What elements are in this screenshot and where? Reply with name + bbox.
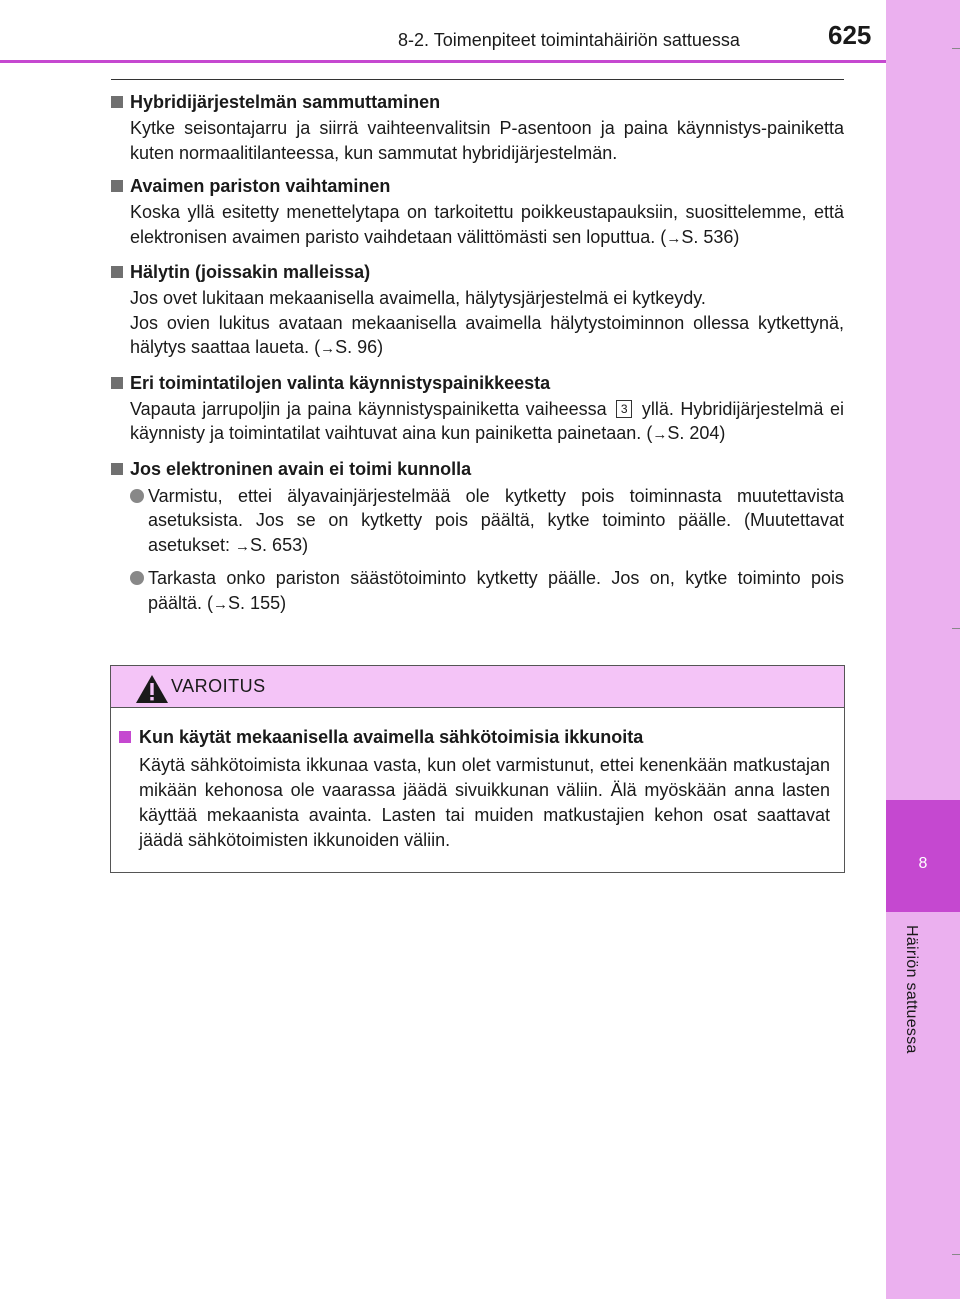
warning-text: Käytä sähkötoimista ikkunaa vasta, kun olet varmistunut, ettei kenenkään matkustajan mikään kehonosa ole vaarassa jäädä sivuikkunan väliin. Älä myöskään anna lasten käyttää mekaanista avainta. Lasten tai muiden matkustajien kehon osat saattavat jäädä sähkötoimisten ikkunoiden väliin.: [139, 755, 830, 850]
header-rule: [0, 60, 886, 63]
warning-triangle-icon: [135, 674, 169, 704]
square-bullet-icon: [119, 731, 131, 743]
chapter-number-tab[interactable]: [886, 800, 960, 912]
section-mode-selection: [111, 371, 844, 448]
page-reference-link[interactable]: S. 155): [228, 592, 287, 613]
square-bullet-icon: [111, 96, 123, 108]
chapter-sidebar: [886, 0, 960, 1299]
page-reference-link[interactable]: S. 96): [335, 337, 384, 357]
main-content: [111, 90, 844, 626]
section-body: Koska yllä esitetty menettelytapa on tarkoitettu poikkeustapauksiin, suosittelemme, että elektronisen avaimen paristo vaihdetaan välittömästi sen loputtua. (→S. 536): [130, 202, 844, 247]
section-heading: Avaimen pariston vaihtaminen: [111, 174, 844, 198]
warning-header: [111, 666, 844, 708]
section-key-malfunction: [111, 457, 844, 618]
page-reference-link[interactable]: S. 653): [250, 534, 309, 555]
section-alarm: [111, 260, 844, 362]
section-heading: Hybridijärjestelmän sammuttaminen: [111, 90, 844, 114]
content-top-rule: [111, 79, 844, 80]
arrow-right-icon: →: [666, 229, 682, 247]
circle-bullet-icon: [130, 571, 144, 585]
arrow-right-icon: →: [320, 340, 336, 357]
chapter-number: 8: [918, 855, 928, 872]
section-body: Kytke seisontajarru ja siirrä vaihteenvalitsin P-asentoon ja paina käynnistys-painiketta kuten normaalitilanteessa, kun sammutat hybridijärjestelmän.: [130, 118, 844, 163]
arrow-right-icon: →: [652, 426, 668, 443]
arrow-right-icon: →: [235, 537, 251, 555]
square-bullet-icon: [111, 266, 123, 278]
section-key-battery: [111, 174, 844, 251]
warning-title: VAROITUS: [171, 676, 266, 696]
crop-mark: [952, 1254, 960, 1255]
circle-bullet-icon: [130, 489, 144, 503]
step-number-box: 3: [616, 400, 632, 418]
section-heading: Jos elektroninen avain ei toimi kunnolla: [111, 457, 844, 481]
page-reference-link[interactable]: S. 536): [681, 226, 740, 247]
square-bullet-icon: [111, 377, 123, 389]
section-heading: Hälytin (joissakin malleissa): [111, 260, 844, 284]
list-item: Varmistu, ettei älyavainjärjestelmää ole kytketty pois toiminnasta muutettavista asetuksista. Jos se on kytketty pois päältä, kytke toiminto päälle. (Muutettavat asetukset: →S. 653): [111, 484, 844, 560]
section-body: Vapauta jarrupoljin ja paina käynnistyspainiketta vaiheessa 3 yllä. Hybridijärjestelmä ei käynnisty ja toimintatilat vaihtuvat aina kun painiketta painetaan. (→S. 204): [130, 398, 844, 443]
arrow-right-icon: →: [213, 595, 229, 613]
page-number: 625: [828, 20, 872, 50]
section-body: Jos ovet lukitaan mekaanisella avaimella, hälytysjärjestelmä ei kytkeydy. Jos ovien lukitus avataan mekaanisella avaimella hälytystoiminnon ollessa kytkettynä, hälytys saattaa laueta. (→S. 96): [130, 288, 844, 357]
crop-mark: [952, 628, 960, 629]
running-header-title: 8-2. Toimenpiteet toimintahäiriön sattuessa: [398, 30, 740, 50]
warning-box: [110, 665, 845, 873]
section-heading: Eri toimintatilojen valinta käynnistyspainikkeesta: [111, 371, 844, 395]
square-bullet-icon: [111, 180, 123, 192]
page-reference-link[interactable]: S. 204): [667, 423, 726, 443]
list-item: Tarkasta onko pariston säästötoiminto kytketty päälle. Jos on, kytke toiminto pois päältä. (→S. 155): [111, 566, 844, 617]
warning-body: [111, 708, 844, 853]
warning-subheading: Kun käytät mekaanisella avaimella sähkötoimisia ikkunoita: [119, 725, 830, 749]
chapter-label: Häiriön sattuessa: [903, 925, 920, 1054]
crop-mark: [952, 48, 960, 49]
square-bullet-icon: [111, 463, 123, 475]
section-hybrid-shutdown: [111, 90, 844, 165]
